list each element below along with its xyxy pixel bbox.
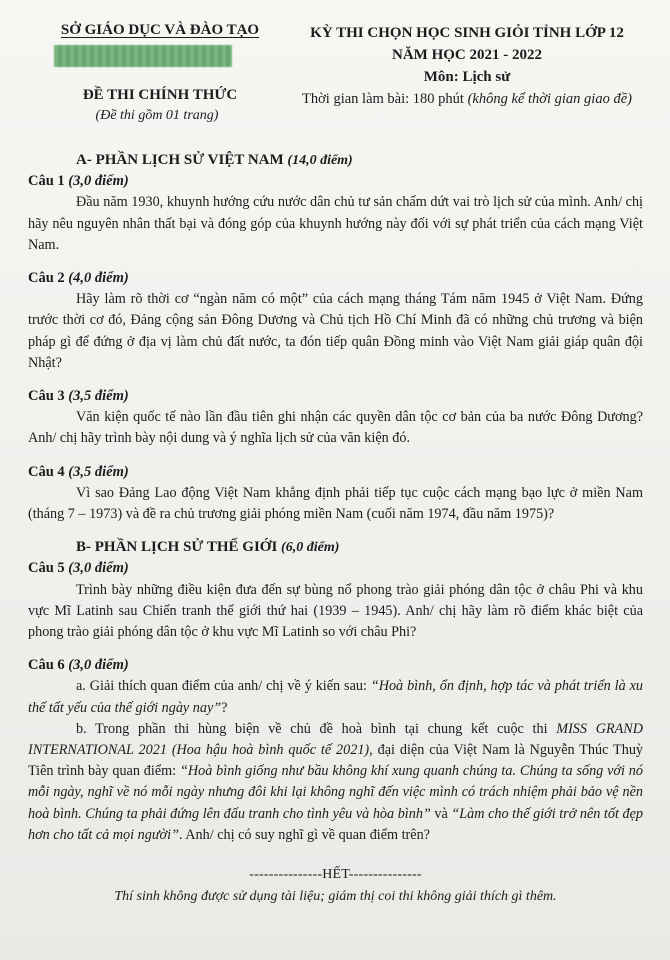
part-b-quote-1: “Hoà bình giống như bầu không khí xung quanh chúng ta. Chúng ta sống với nó mỗi ngày, nghĩ về nó mỗi ngày nhưng đôi khi lại không nghĩ đến việc mình có trách nhiệm phải bảo vệ nền hoà bình. Chúng ta phải đứng lên đấu tranh cho tình yêu và hòa bình”: [28, 763, 643, 822]
exam-title: KỲ THI CHỌN HỌC SINH GIỎI TỈNH LỚP 12: [310, 25, 624, 41]
question-6-title: [28, 655, 643, 676]
question-points: (3,5 điểm): [68, 388, 129, 405]
page-count-note: (Đề thi gồm 01 trang): [95, 108, 219, 123]
question-label: Câu 6: [28, 657, 65, 674]
part-a-prefix: a. Giải thích quan điểm của anh/ chị về ý kiến sau:: [76, 678, 371, 695]
question-3-text: Văn kiện quốc tế nào lần đầu tiên ghi nhận các quyền dân tộc cơ bản của ba nước Đông Dương? Anh/ chị hãy trình bày nội dung và ý nghĩa lịch sử của văn kiện đó.: [28, 409, 643, 447]
exam-body: [28, 150, 643, 908]
part-b-event: MISS GRAND INTERNATIONAL 2021 (Hoa hậu hoà bình quốc tế 2021): [28, 720, 643, 759]
question-5-text: Trình bày những điều kiện đưa đến sự bùng nổ phong trào giải phóng dân tộc ở châu Phi và khu vực Mĩ Latinh sau Chiến tranh thế giới thứ hai (1939 – 1945). Anh/ chị hãy làm rõ điểm khác biệt của phong trào giải phóng dân tộc ở khu vực Mĩ Latinh so với châu Phi?: [28, 581, 643, 641]
time-allowed: [282, 88, 652, 110]
question-5-title: [28, 558, 643, 579]
question-points: (3,0 điểm): [68, 560, 129, 577]
question-3-title: [28, 386, 643, 407]
question-label: Câu 5: [28, 560, 65, 577]
question-1-title: [28, 171, 643, 192]
question-2-text: Hãy làm rõ thời cơ “ngàn năm có một” của cách mạng tháng Tám năm 1945 ở Việt Nam. Đứng trước thời cơ đó, Đảng cộng sản Đông Dương và Chủ tịch Hồ Chí Minh đã có những chủ trương và biện pháp gì để đứng ở địa vị làm chủ đất nước, ta đón tiếp quân Đồng minh vào Việt Nam giải giáp quân đội Nhật?: [28, 291, 643, 371]
section-a-label: A- PHẦN LỊCH SỬ VIỆT NAM: [76, 152, 284, 168]
subject: Môn: Lịch sử: [423, 69, 511, 85]
question-points: (3,0 điểm): [68, 657, 129, 674]
section-a-title: [76, 150, 643, 171]
section-a-points: (14,0 điểm): [287, 153, 353, 168]
question-label: Câu 1: [28, 173, 65, 190]
question-points: (3,0 điểm): [68, 173, 129, 190]
question-label: Câu 4: [28, 463, 65, 480]
question-4-title: [28, 462, 643, 483]
section-b-label: B- PHẦN LỊCH SỬ THẾ GIỚI: [76, 539, 278, 556]
footer-note: Thí sinh không được sử dụng tài liệu; giám thị coi thi không giải thích gì thêm.: [114, 889, 557, 905]
end-marker: ---------------HẾT---------------: [249, 867, 422, 883]
part-b-prefix: b. Trong phần thi hùng biện về chủ đề hoà bình tại chung kết cuộc thi: [76, 720, 557, 737]
question-label: Câu 3: [28, 388, 65, 405]
section-b-points: (6,0 điểm): [281, 540, 340, 556]
section-b-title: [76, 537, 643, 558]
official-exam-label: ĐỀ THI CHÍNH THỨC: [82, 87, 238, 103]
question-4-text: Vì sao Đảng Lao động Việt Nam khẳng định phải tiếp tục cuộc cách mạng bạo lực ở miền Nam (tháng 7 – 1973) và đề ra chủ trương giải phóng miền Nam (cuối năm 1974, đầu năm 1975)?: [28, 484, 643, 523]
part-b-suffix: . Anh/ chị có suy nghĩ gì về quan điểm trên?: [178, 826, 430, 843]
part-a-quote: “Hoà bình, ổn định, hợp tác và phát triển là xu thế tất yếu của thế giới ngày nay”: [28, 678, 643, 716]
question-label: Câu 2: [28, 270, 65, 287]
question-points: (4,0 điểm): [68, 270, 129, 287]
question-2-title: [28, 268, 643, 289]
header-left: [0, 22, 300, 124]
department-name: SỞ GIÁO DỤC VÀ ĐÀO TẠO: [60, 22, 260, 38]
part-b-and: và: [430, 805, 452, 822]
question-6-part-b: [28, 719, 643, 846]
part-a-suffix: ?: [221, 699, 228, 716]
header-right: [282, 22, 652, 110]
question-6-part-a: [28, 676, 643, 718]
time-label: Thời gian làm bài: 180 phút: [302, 91, 464, 107]
time-note: (không kể thời gian giao đề): [467, 91, 632, 107]
school-year: NĂM HỌC 2021 - 2022: [392, 47, 542, 63]
question-points: (3,5 điểm): [68, 463, 129, 480]
part-b-mid: , đại diện của Việt Nam là Nguyễn Thúc Thuỳ Tiên trình bày quan điểm:: [28, 742, 644, 780]
redacted-school-name: [54, 45, 232, 67]
part-b-quote-2: “Làm cho thế giới trở nên tốt đẹp hơn cho tất cả mọi người”: [28, 805, 643, 843]
question-1-text: Đầu năm 1930, khuynh hướng cứu nước dân chủ tư sản chấm dứt vai trò lịch sử của mình. Anh/ chị hãy nêu nguyên nhân thất bại và đóng góp của khuynh hướng này đối với sự phát triển của cách mạng Việt Nam.: [28, 194, 643, 253]
